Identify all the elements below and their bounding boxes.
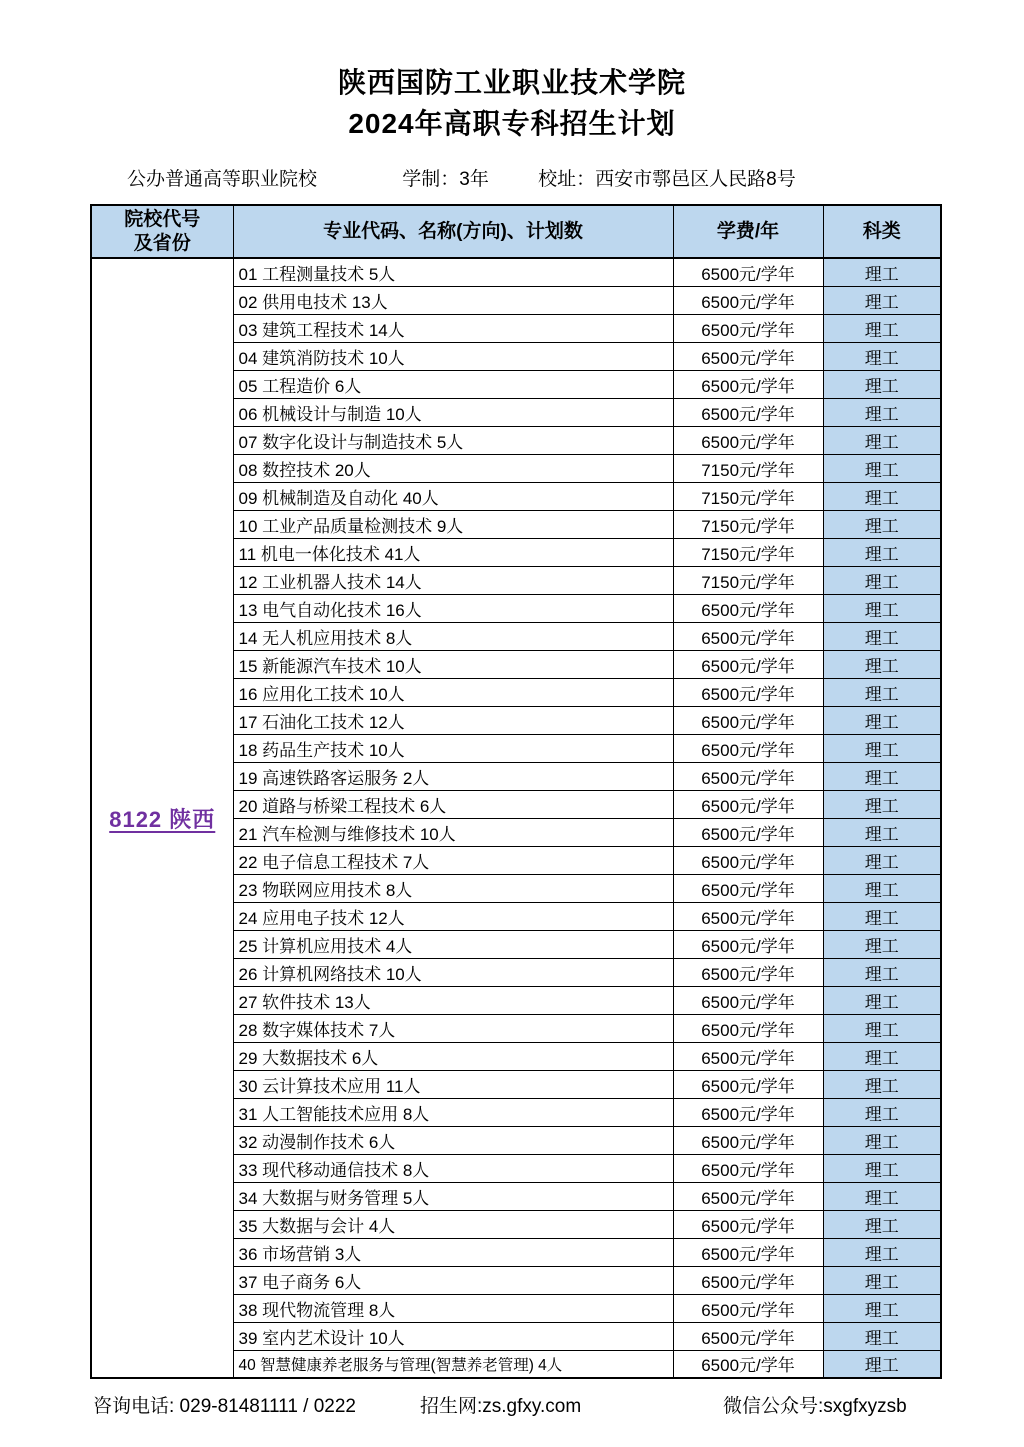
table-header	[91, 205, 941, 258]
category-cell: 理工	[823, 398, 941, 426]
major-cell: 14 无人机应用技术 8人	[233, 622, 673, 650]
fee-cell: 6500元/学年	[673, 1210, 823, 1238]
category-cell: 理工	[823, 846, 941, 874]
major-cell: 36 市场营销 3人	[233, 1238, 673, 1266]
major-cell: 20 道路与桥梁工程技术 6人	[233, 790, 673, 818]
category-cell: 理工	[823, 286, 941, 314]
major-cell: 04 建筑消防技术 10人	[233, 342, 673, 370]
fee-cell: 6500元/学年	[673, 874, 823, 902]
enrollment-plan-table	[90, 204, 942, 1379]
header-fee: 学费/年	[673, 205, 823, 258]
major-cell: 27 软件技术 13人	[233, 986, 673, 1014]
fee-cell: 6500元/学年	[673, 258, 823, 286]
category-cell: 理工	[823, 1322, 941, 1350]
major-cell: 09 机械制造及自动化 40人	[233, 482, 673, 510]
category-cell: 理工	[823, 426, 941, 454]
category-cell: 理工	[823, 1266, 941, 1294]
fee-cell: 6500元/学年	[673, 594, 823, 622]
major-cell: 29 大数据技术 6人	[233, 1042, 673, 1070]
plan-title: 2024年高职专科招生计划	[348, 108, 676, 139]
major-cell: 19 高速铁路客运服务 2人	[233, 762, 673, 790]
major-cell: 01 工程测量技术 5人	[233, 258, 673, 286]
category-cell: 理工	[823, 1294, 941, 1322]
category-cell: 理工	[823, 510, 941, 538]
category-cell: 理工	[823, 1126, 941, 1154]
category-cell: 理工	[823, 1070, 941, 1098]
wechat-text: 微信公众号:sxgfxyzsb	[723, 1396, 907, 1417]
major-cell: 39 室内艺术设计 10人	[233, 1322, 673, 1350]
category-cell: 理工	[823, 762, 941, 790]
school-name-title: 陕西国防工业职业技术学院	[337, 67, 686, 98]
category-cell: 理工	[823, 622, 941, 650]
school-info-line	[127, 168, 796, 192]
footer	[0, 1394, 1024, 1420]
category-cell: 理工	[823, 342, 941, 370]
table-body	[91, 258, 941, 1378]
fee-cell: 6500元/学年	[673, 426, 823, 454]
phone-text: 咨询电话: 029-81481111 / 0222	[93, 1396, 356, 1417]
fee-cell: 6500元/学年	[673, 1350, 823, 1378]
fee-cell: 6500元/学年	[673, 790, 823, 818]
category-cell: 理工	[823, 566, 941, 594]
category-cell: 理工	[823, 594, 941, 622]
fee-cell: 6500元/学年	[673, 370, 823, 398]
fee-cell: 7150元/学年	[673, 510, 823, 538]
major-cell: 11 机电一体化技术 41人	[233, 538, 673, 566]
major-cell: 23 物联网应用技术 8人	[233, 874, 673, 902]
fee-cell: 6500元/学年	[673, 1014, 823, 1042]
fee-cell: 6500元/学年	[673, 1294, 823, 1322]
address-text: 校址：西安市鄠邑区人民路8号	[538, 169, 796, 190]
major-cell: 24 应用电子技术 12人	[233, 902, 673, 930]
category-cell: 理工	[823, 1014, 941, 1042]
category-cell: 理工	[823, 650, 941, 678]
category-cell: 理工	[823, 258, 941, 286]
fee-cell: 6500元/学年	[673, 762, 823, 790]
category-cell: 理工	[823, 958, 941, 986]
document-title	[0, 62, 1024, 144]
fee-cell: 7150元/学年	[673, 482, 823, 510]
major-cell: 06 机械设计与制造 10人	[233, 398, 673, 426]
major-cell: 03 建筑工程技术 14人	[233, 314, 673, 342]
fee-cell: 6500元/学年	[673, 1182, 823, 1210]
fee-cell: 6500元/学年	[673, 930, 823, 958]
major-cell: 35 大数据与会计 4人	[233, 1210, 673, 1238]
major-cell: 17 石油化工技术 12人	[233, 706, 673, 734]
category-cell: 理工	[823, 874, 941, 902]
fee-cell: 6500元/学年	[673, 622, 823, 650]
fee-cell: 6500元/学年	[673, 986, 823, 1014]
fee-cell: 7150元/学年	[673, 454, 823, 482]
fee-cell: 6500元/学年	[673, 314, 823, 342]
fee-cell: 6500元/学年	[673, 398, 823, 426]
fee-cell: 6500元/学年	[673, 286, 823, 314]
major-cell: 30 云计算技术应用 11人	[233, 1070, 673, 1098]
major-cell: 26 计算机网络技术 10人	[233, 958, 673, 986]
major-cell: 07 数字化设计与制造技术 5人	[233, 426, 673, 454]
fee-cell: 6500元/学年	[673, 1126, 823, 1154]
duration-text: 学制：3年	[402, 169, 489, 190]
header-major: 专业代码、名称(方向)、计划数	[233, 205, 673, 258]
fee-cell: 6500元/学年	[673, 1238, 823, 1266]
fee-cell: 6500元/学年	[673, 846, 823, 874]
major-cell: 33 现代移动通信技术 8人	[233, 1154, 673, 1182]
fee-cell: 6500元/学年	[673, 818, 823, 846]
major-cell: 18 药品生产技术 10人	[233, 734, 673, 762]
major-cell: 28 数字媒体技术 7人	[233, 1014, 673, 1042]
major-cell: 37 电子商务 6人	[233, 1266, 673, 1294]
fee-cell: 6500元/学年	[673, 1322, 823, 1350]
fee-cell: 6500元/学年	[673, 706, 823, 734]
major-cell: 22 电子信息工程技术 7人	[233, 846, 673, 874]
fee-cell: 7150元/学年	[673, 566, 823, 594]
fee-cell: 6500元/学年	[673, 678, 823, 706]
category-cell: 理工	[823, 482, 941, 510]
major-cell: 12 工业机器人技术 14人	[233, 566, 673, 594]
major-cell: 15 新能源汽车技术 10人	[233, 650, 673, 678]
header-school-code: 院校代号 及省份	[91, 205, 233, 258]
category-cell: 理工	[823, 902, 941, 930]
fee-cell: 6500元/学年	[673, 902, 823, 930]
major-cell: 40 智慧健康养老服务与管理(智慧养老管理) 4人	[233, 1350, 673, 1378]
school-code-cell	[91, 258, 233, 1378]
category-cell: 理工	[823, 1182, 941, 1210]
major-cell: 32 动漫制作技术 6人	[233, 1126, 673, 1154]
fee-cell: 6500元/学年	[673, 1070, 823, 1098]
category-cell: 理工	[823, 734, 941, 762]
major-cell: 25 计算机应用技术 4人	[233, 930, 673, 958]
fee-cell: 6500元/学年	[673, 1154, 823, 1182]
category-cell: 理工	[823, 706, 941, 734]
category-cell: 理工	[823, 818, 941, 846]
category-cell: 理工	[823, 370, 941, 398]
fee-cell: 6500元/学年	[673, 1098, 823, 1126]
header-category: 科类	[823, 205, 941, 258]
fee-cell: 6500元/学年	[673, 958, 823, 986]
category-cell: 理工	[823, 678, 941, 706]
category-cell: 理工	[823, 538, 941, 566]
major-cell: 34 大数据与财务管理 5人	[233, 1182, 673, 1210]
major-cell: 08 数控技术 20人	[233, 454, 673, 482]
major-cell: 13 电气自动化技术 16人	[233, 594, 673, 622]
major-cell: 31 人工智能技术应用 8人	[233, 1098, 673, 1126]
category-cell: 理工	[823, 1350, 941, 1378]
major-cell: 10 工业产品质量检测技术 9人	[233, 510, 673, 538]
major-cell: 05 工程造价 6人	[233, 370, 673, 398]
fee-cell: 6500元/学年	[673, 1266, 823, 1294]
website-text: 招生网:zs.gfxy.com	[420, 1396, 582, 1417]
major-cell: 21 汽车检测与维修技术 10人	[233, 818, 673, 846]
category-cell: 理工	[823, 986, 941, 1014]
school-code-link[interactable]: 8122 陕西	[109, 806, 216, 832]
fee-cell: 6500元/学年	[673, 1042, 823, 1070]
major-cell: 02 供用电技术 13人	[233, 286, 673, 314]
fee-cell: 6500元/学年	[673, 734, 823, 762]
category-cell: 理工	[823, 1098, 941, 1126]
category-cell: 理工	[823, 1042, 941, 1070]
category-cell: 理工	[823, 454, 941, 482]
table-row	[91, 258, 941, 286]
category-cell: 理工	[823, 314, 941, 342]
fee-cell: 7150元/学年	[673, 538, 823, 566]
school-type-text: 公办普通高等职业院校	[127, 169, 318, 190]
fee-cell: 6500元/学年	[673, 342, 823, 370]
category-cell: 理工	[823, 1154, 941, 1182]
fee-cell: 6500元/学年	[673, 650, 823, 678]
major-cell: 16 应用化工技术 10人	[233, 678, 673, 706]
category-cell: 理工	[823, 1238, 941, 1266]
category-cell: 理工	[823, 930, 941, 958]
category-cell: 理工	[823, 790, 941, 818]
major-cell: 38 现代物流管理 8人	[233, 1294, 673, 1322]
category-cell: 理工	[823, 1210, 941, 1238]
